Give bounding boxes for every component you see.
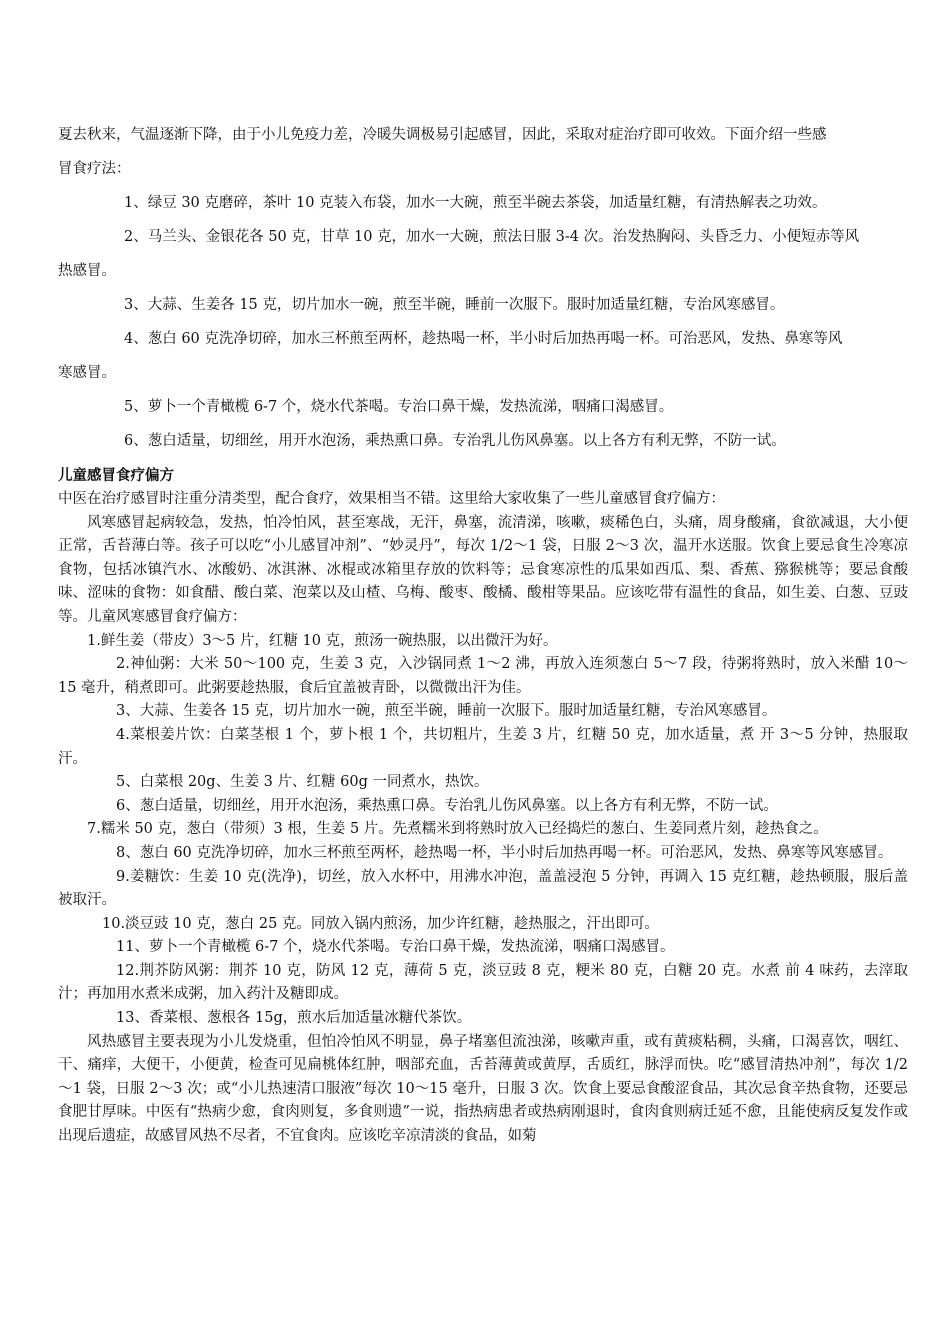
section-body (58, 488, 908, 1149)
recipe-item: 7.糯米 50 克，葱白（带须）3 根，生姜 5 片。先煮糯米到将熟时放入已经捣烂的葱白、生姜同煮片刻，趁热食之。 (87, 821, 828, 838)
intro-lead-line-2: 冒食疗法： (58, 161, 131, 177)
recipe-item: 4.菜根姜片饮：白菜茎根 1 个，萝卜根 1 个，共切粗片，生姜 3 片，红糖 50 克，加水适量，煮 开 3～5 分钟，热服取汗。 (58, 726, 908, 767)
wind-cold-paragraph: 风寒感冒起病较急，发热，怕冷怕风，甚至寒战，无汗，鼻塞，流清涕，咳嗽，痰稀色白，头痛，周身酸痛，食欲减退，大小便正常，舌苔薄白等。孩子可以吃“小儿感冒冲剂”、“妙灵丹”，每次 1/2～1 袋，日服 2～3 次，温开水送服。饮食上要忌食生冷寒凉食物，包括冰镇汽水、冰酸奶、冰淇淋、冰棍或冰箱里存放的饮料等；忌食寒凉性的瓜果如西瓜、梨、香蕉、猕猴桃等；要忌食酸味、涩味的食物：如食醋、酸白菜、泡菜以及山楂、乌梅、酸枣、酸橘、酸柑等果品。应该吃带有温性的食品，如生姜、白葱、豆豉等。儿童风寒感冒食疗偏方： (58, 514, 908, 625)
document-page (58, 118, 908, 1149)
intro-item-2: 2、马兰头、金银花各 50 克，甘草 10 克，加水一大碗，煎法日服 3-4 次。治发热胸闷、头昏乏力、小便短赤等风 (124, 229, 860, 245)
intro-item-4: 4、葱白 60 克洗净切碎，加水三杯煎至两杯，趁热喝一杯，半小时后加热再喝一杯。可治恶风，发热、鼻寒等风 (124, 331, 843, 347)
recipe-item: 5、白菜根 20g、生姜 3 片、红糖 60g 一同煮水，热饮。 (116, 774, 489, 791)
recipe-item: 3、大蒜、生姜各 15 克，切片加水一碗，煎至半碗，睡前一次服下。服时加适量红糖，专治风寒感冒。 (116, 703, 777, 720)
recipe-item: 12.荆芥防风粥：荆芥 10 克，防风 12 克，薄荷 5 克，淡豆豉 8 克，粳米 80 克，白糖 20 克。水煮 前 4 味药，去滓取汁；再加用水煮米成粥，加入药汁及糖即成。 (58, 962, 908, 1003)
intro-item-3: 3、大蒜、生姜各 15 克，切片加水一碗，煎至半碗，睡前一次服下。服时加适量红糖，专治风寒感冒。 (124, 297, 785, 313)
intro-item-6: 6、葱白适量，切细丝，用开水泡汤，乘热熏口鼻。专治乳儿伤风鼻塞。以上各方有利无弊，不防一试。 (124, 433, 786, 449)
wind-heat-paragraph: 风热感冒主要表现为小儿发烧重，但怕冷怕风不明显，鼻子堵塞但流浊涕，咳嗽声重，或有黄痰粘稠，头痛，口渴喜饮，咽红、干、痛痒，大便干，小便黄，检查可见扁桃体红肿，咽部充血，舌苔薄黄或黄厚，舌质红，脉浮而快。吃“感冒清热冲剂”，每次 1/2～1 袋，日服 2～3 次；或“小儿热速清口服液”每次 10～15 毫升，日服 3 次。饮食上要忌食酸涩食品，其次忌食辛热食物，还要忌食肥甘厚味。中医有“热病少愈，食肉则复，多食则遗”一说，指热病患者或热病刚退时，食肉食则病迁延不愈，且能使病反复发作或出现后遗症，故感冒风热不尽者，不宜食肉。应该吃辛凉清淡的食品，如菊 (58, 1033, 908, 1145)
intro-item-1: 1、绿豆 30 克磨碎，茶叶 10 克装入布袋，加水一大碗，煎至半碗去茶袋，加适量红糖，有清热解表之功效。 (124, 195, 827, 211)
recipe-item: 2.神仙粥：大米 50～100 克，生姜 3 克，入沙锅同煮 1～2 沸，再放入连须葱白 5～7 段，待粥将熟时，放入米醋 10～15 毫升，稍煮即可。此粥要趁热服，食后宜盖被青卧，以微微出汗为佳。 (58, 656, 908, 696)
intro-item-2-cont: 热感冒。 (58, 263, 116, 279)
intro-item-4-cont: 寒感冒。 (58, 365, 116, 381)
recipe-item: 8、葱白 60 克洗净切碎，加水三杯煎至两杯，趁热喝一杯，半小时后加热再喝一杯。可治恶风，发热、鼻寒等风寒感冒。 (116, 844, 893, 861)
recipe-list (58, 630, 908, 1031)
section-heading: 儿童感冒食疗偏方 (58, 468, 174, 484)
recipe-item: 11、萝卜一个青橄榄 6-7 个，烧水代茶喝。专治口鼻干燥，发热流涕，咽痛口渴感冒。 (116, 939, 675, 956)
intro-lead-line-1: 夏去秋来，气温逐渐下降，由于小儿免疫力差，冷暖失调极易引起感冒，因此，采取对症治疗即可收效。下面介绍一些感 (58, 127, 827, 143)
recipe-item: 13、香菜根、葱根各 15g，煎水后加适量冰糖代茶饮。 (116, 1010, 472, 1027)
intro-item-5: 5、萝卜一个青橄榄 6-7 个，烧水代茶喝。专治口鼻干燥，发热流涕，咽痛口渴感冒。 (124, 399, 674, 415)
section-lead: 中医在治疗感冒时注重分清类型，配合食疗，效果相当不错。这里给大家收集了一些儿童感冒食疗偏方： (58, 491, 725, 507)
recipe-item: 1.鲜生姜（带皮）3～5 片，红糖 10 克，煎汤一碗热服，以出微汗为好。 (87, 632, 558, 649)
recipe-item: 9.姜糖饮：生姜 10 克(洗净)，切丝，放入水杯中，用沸水冲泡，盖盖浸泡 5 分钟，再调入 15 克红糖，趁热顿服，服后盖被取汗。 (58, 868, 908, 909)
intro-section (58, 118, 908, 458)
recipe-item: 6、葱白适量，切细丝，用开水泡汤，乘热熏口鼻。专治乳儿伤风鼻塞。以上各方有利无弊，不防一试。 (116, 797, 778, 814)
recipe-item: 10.淡豆豉 10 克，葱白 25 克。同放入锅内煎汤，加少许红糖，趁热服之，汗出即可。 (102, 915, 659, 932)
